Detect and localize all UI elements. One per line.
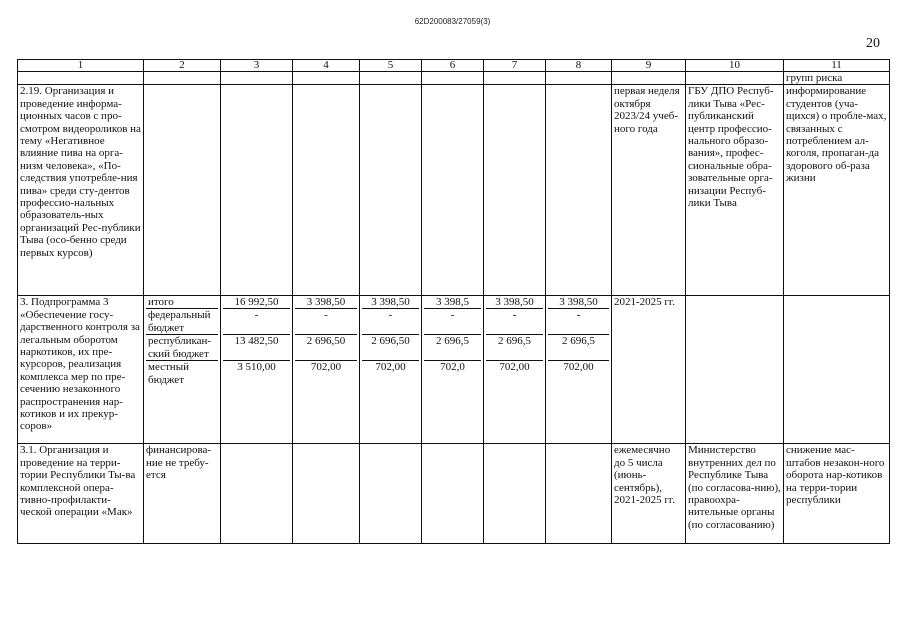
result-cell: снижение мас-штабов незакон-ного оборота нар-котиков на терри-тории республики (784, 444, 890, 544)
amount: - (362, 308, 419, 334)
funding-label: местный бюджет (146, 360, 218, 386)
executor-cell: ГБУ ДПО Респуб-лики Тыва «Рес-публиканский центр профессио-нального образо-вания», профес-сиональные обра-зовательные орга-низации Респуб-лики Тыва (686, 85, 784, 296)
amount: - (486, 308, 543, 334)
amount: 3 398,50 (559, 296, 598, 309)
amount-col-8 (546, 296, 612, 444)
deadline-cell: 2021-2025 гг. (612, 296, 686, 444)
amount: 3 398,50 (495, 296, 534, 309)
header-cell: 1 (18, 60, 144, 72)
deadline-cell: первая неделя октября 2023/24 учеб-ного года (612, 85, 686, 296)
header-cell: 7 (484, 60, 546, 72)
amount: 3 398,50 (306, 296, 346, 309)
funding-label: итого (148, 296, 174, 309)
funding-label: республикан-ский бюджет (146, 334, 218, 360)
cell-text: групп риска (784, 72, 890, 85)
amount: 3 510,00 (223, 360, 290, 386)
amount: 16 992,50 (234, 296, 279, 309)
amount: - (548, 308, 609, 334)
header-cell: 6 (422, 60, 484, 72)
table-row-3-1 (18, 444, 890, 544)
amount: 702,0 (424, 360, 481, 386)
amount: 702,00 (486, 360, 543, 386)
amount-col-7 (484, 296, 546, 444)
funding-source-cell: финансирова-ние не требу-ется (144, 444, 221, 544)
amount: 2 696,5 (486, 334, 543, 360)
continuation-row (18, 72, 890, 85)
amount: 702,00 (295, 360, 357, 386)
amount: 2 696,50 (295, 334, 357, 360)
deadline-cell: ежемесячно до 5 числа (июнь-сентябрь), 2021-2025 гг. (612, 444, 686, 544)
activity-name: 3. Подпрограмма 3 «Обеспечение госу-дарственного контроля за легальным оборотом наркотиков, их пре-курсоров, реализация комплекса мер по пре-сечению незаконного распространения нар-котиков и их прекур-соров» (18, 296, 144, 444)
document-id: 62D200083/27059(3) (414, 17, 491, 26)
table-row-subprogram-3 (18, 296, 890, 444)
header-cell: 11 (784, 60, 890, 72)
amount: - (295, 308, 357, 334)
amount: 3 398,5 (436, 296, 469, 309)
page-number: 20 (866, 36, 880, 51)
amount-col-6 (422, 296, 484, 444)
amount: - (223, 308, 290, 334)
amount-col-4 (293, 296, 360, 444)
amount: 702,00 (548, 360, 609, 386)
executor-cell: Министерство внутренних дел по Республике Тыва (по согласова-нию), правоохра-нительные органы (по согласованию) (686, 444, 784, 544)
column-number-row (18, 60, 890, 72)
header-cell: 2 (144, 60, 221, 72)
header-cell: 5 (360, 60, 422, 72)
amount: - (424, 308, 481, 334)
table-row-2-19 (18, 85, 890, 296)
funding-label: федеральный бюджет (146, 308, 218, 334)
header-cell: 8 (546, 60, 612, 72)
activity-name: 3.1. Организация и проведение на терри-тории Республики Ты-ва комплексной опера-тивно-профилакти-ческой операции «Мак» (18, 444, 144, 544)
activity-name: 2.19. Организация и проведение информа-ционных часов с про-смотром видеороликов на тему «Негативное влияние пива на орга-низм человека», «По-следствия употребле-ния пива» среди сту-дентов профессио-нальных образователь-ных организаций Рес-публики Тыва (осо-бенно среди первых курсов) (18, 85, 144, 296)
amount-col-5 (360, 296, 422, 444)
amount-col-3 (221, 296, 293, 444)
amount: 2 696,50 (362, 334, 419, 360)
amount: 13 482,50 (223, 334, 290, 360)
header-cell: 3 (221, 60, 293, 72)
program-table (17, 59, 890, 544)
funding-source-cell (144, 296, 221, 444)
amount: 702,00 (362, 360, 419, 386)
amount: 3 398,50 (371, 296, 410, 309)
header-cell: 4 (293, 60, 360, 72)
amount: 2 696,5 (424, 334, 481, 360)
header-cell: 10 (686, 60, 784, 72)
header-cell: 9 (612, 60, 686, 72)
result-cell: информирование студентов (уча-щихся) о пробле-мах, связанных с потреблением ал-коголя, пропаган-да здорового об-раза жизни (784, 85, 890, 296)
amount: 2 696,5 (548, 334, 609, 360)
